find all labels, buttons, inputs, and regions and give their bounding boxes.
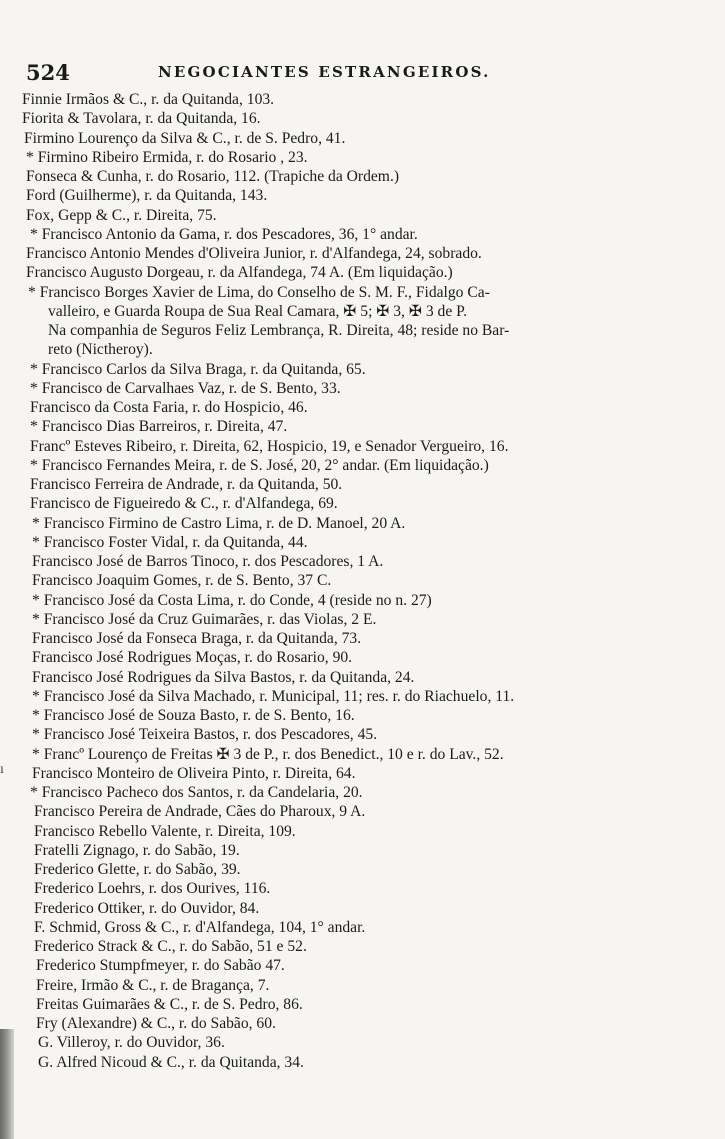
directory-entry: Francisco José Rodrigues Moças, r. do Rosario, 90. [32, 649, 353, 667]
directory-entry: * Francisco Dias Barreiros, r. Direita, 47. [30, 418, 288, 436]
directory-entry: Francisco José da Fonseca Braga, r. da Quitanda, 73. [32, 630, 362, 647]
directory-entry: * Francisco José Teixeira Bastos, r. dos Pescadores, 45. [32, 726, 378, 744]
directory-entry: Francisco Pereira de Andrade, Cães do Pharoux, 9 A. [34, 803, 366, 821]
directory-entry: Fiorita & Tavolara, r. da Quitanda, 16. [22, 110, 261, 128]
directory-entry: Na companhia de Seguros Feliz Lembrança, R. Direita, 48; reside no Bar- [48, 322, 510, 339]
directory-entry: Francisco Augusto Dorgeau, r. da Alfandega, 74 A. (Em liquidação.) [26, 264, 453, 282]
directory-entry: Ford (Guilherme), r. da Quitanda, 143. [26, 187, 268, 205]
directory-entries [20, 90, 685, 1072]
directory-entry: * Francisco Fernandes Meira, r. de S. José, 20, 2° andar. (Em liquidação.) [30, 456, 489, 474]
directory-entry: Firmino Lourenço da Silva & C., r. de S. Pedro, 41. [24, 129, 346, 147]
directory-entry: * Francisco José da Silva Machado, r. Municipal, 11; res. r. do Riachuelo, 11. [32, 687, 515, 705]
directory-entry: G. Alfred Nicoud & C., r. da Quitanda, 34. [38, 1053, 304, 1071]
margin-mark: ı [0, 762, 4, 777]
directory-entry: * Francisco José da Costa Lima, r. do Conde, 4 (reside no n. 27) [32, 591, 432, 609]
directory-entry: Francisco José Rodrigues da Silva Bastos, r. da Quitanda, 24. [32, 668, 415, 686]
directory-entry: Francisco Monteiro de Oliveira Pinto, r. Direita, 64. [32, 764, 356, 782]
directory-entry: Fry (Alexandre) & C., r. do Sabão, 60. [36, 1015, 276, 1032]
directory-entry: Freitas Guimarães & C., r. de S. Pedro, 86. [36, 995, 303, 1013]
directory-entry: * Francisco Antonio da Gama, r. dos Pescadores, 36, 1° andar. [30, 225, 418, 243]
directory-entry: Francisco Antonio Mendes d'Oliveira Junior, r. d'Alfandega, 24, sobrado. [26, 245, 482, 262]
directory-entry: Francisco Joaquim Gomes, r. de S. Bento, 37 C. [32, 572, 332, 590]
directory-entry: * Francisco Carlos da Silva Braga, r. da Quitanda, 65. [30, 360, 366, 378]
directory-entry: Frederico Glette, r. do Sabão, 39. [34, 861, 241, 878]
directory-entry: * Francisco Firmino de Castro Lima, r. de D. Manoel, 20 A. [32, 514, 406, 532]
directory-entry: Freire, Irmão & C., r. de Bragança, 7. [36, 976, 270, 994]
directory-entry: Fonseca & Cunha, r. do Rosario, 112. (Trapiche da Ordem.) [26, 168, 400, 185]
directory-entry: * Firmino Ribeiro Ermida, r. do Rosario , 23. [26, 148, 308, 166]
page-header [26, 60, 676, 88]
directory-entry: valleiro, e Guarda Roupa de Sua Real Camara, ✠ 5; ✠ 3, ✠ 3 de P. [48, 302, 467, 320]
directory-entry: Frederico Stumpfmeyer, r. do Sabão 47. [36, 957, 285, 975]
directory-entry: F. Schmid, Gross & C., r. d'Alfandega, 104, 1° andar. [34, 918, 366, 936]
directory-entry: * Francisco Borges Xavier de Lima, do Conselho de S. M. F., Fidalgo Ca- [28, 283, 490, 301]
directory-entry: G. Villeroy, r. do Ouvidor, 36. [38, 1034, 225, 1052]
directory-entry: Francisco de Figueiredo & C., r. d'Alfandega, 69. [30, 495, 338, 513]
directory-entry: Francº Esteves Ribeiro, r. Direita, 62, Hospicio, 19, e Senador Vergueiro, 16. [30, 437, 509, 455]
directory-entry: reto (Nictheroy). [48, 341, 153, 359]
directory-entry: * Francisco Pacheco dos Santos, r. da Candelaria, 20. [30, 784, 363, 801]
directory-entry: Frederico Strack & C., r. do Sabão, 51 e 52. [34, 938, 307, 955]
page-number: 524 [26, 60, 70, 85]
directory-entry: Francisco Rebello Valente, r. Direita, 109. [34, 822, 296, 840]
directory-entry: Frederico Ottiker, r. do Ouvidor, 84. [34, 899, 260, 917]
directory-entry: * Francisco Foster Vidal, r. da Quitanda, 44. [32, 533, 308, 551]
running-title: NEGOCIANTES ESTRANGEIROS. [158, 63, 491, 81]
directory-entry: Francisco Ferreira de Andrade, r. da Quitanda, 50. [30, 476, 343, 493]
directory-entry: Finnie Irmãos & C., r. da Quitanda, 103. [22, 91, 275, 108]
directory-entry: Frederico Loehrs, r. dos Ourives, 116. [34, 880, 271, 898]
directory-entry: Francisco José de Barros Tinoco, r. dos Pescadores, 1 A. [32, 553, 384, 570]
directory-entry: Francisco da Costa Faria, r. do Hospicio, 46. [30, 399, 308, 416]
directory-entry: * Francº Lourenço de Freitas ✠ 3 de P., r. dos Benedict., 10 e r. do Lav., 52. [32, 745, 504, 763]
directory-entry: * Francisco José de Souza Basto, r. de S. Bento, 16. [32, 707, 355, 724]
directory-entry: Fratelli Zignago, r. do Sabão, 19. [34, 841, 240, 859]
directory-entry: * Francisco José da Cruz Guimarães, r. das Violas, 2 E. [32, 610, 377, 628]
scan-edge-shadow [0, 1029, 14, 1139]
directory-entry: Fox, Gepp & C., r. Direita, 75. [26, 206, 217, 224]
directory-entry: * Francisco de Carvalhaes Vaz, r. de S. Bento, 33. [30, 379, 341, 397]
